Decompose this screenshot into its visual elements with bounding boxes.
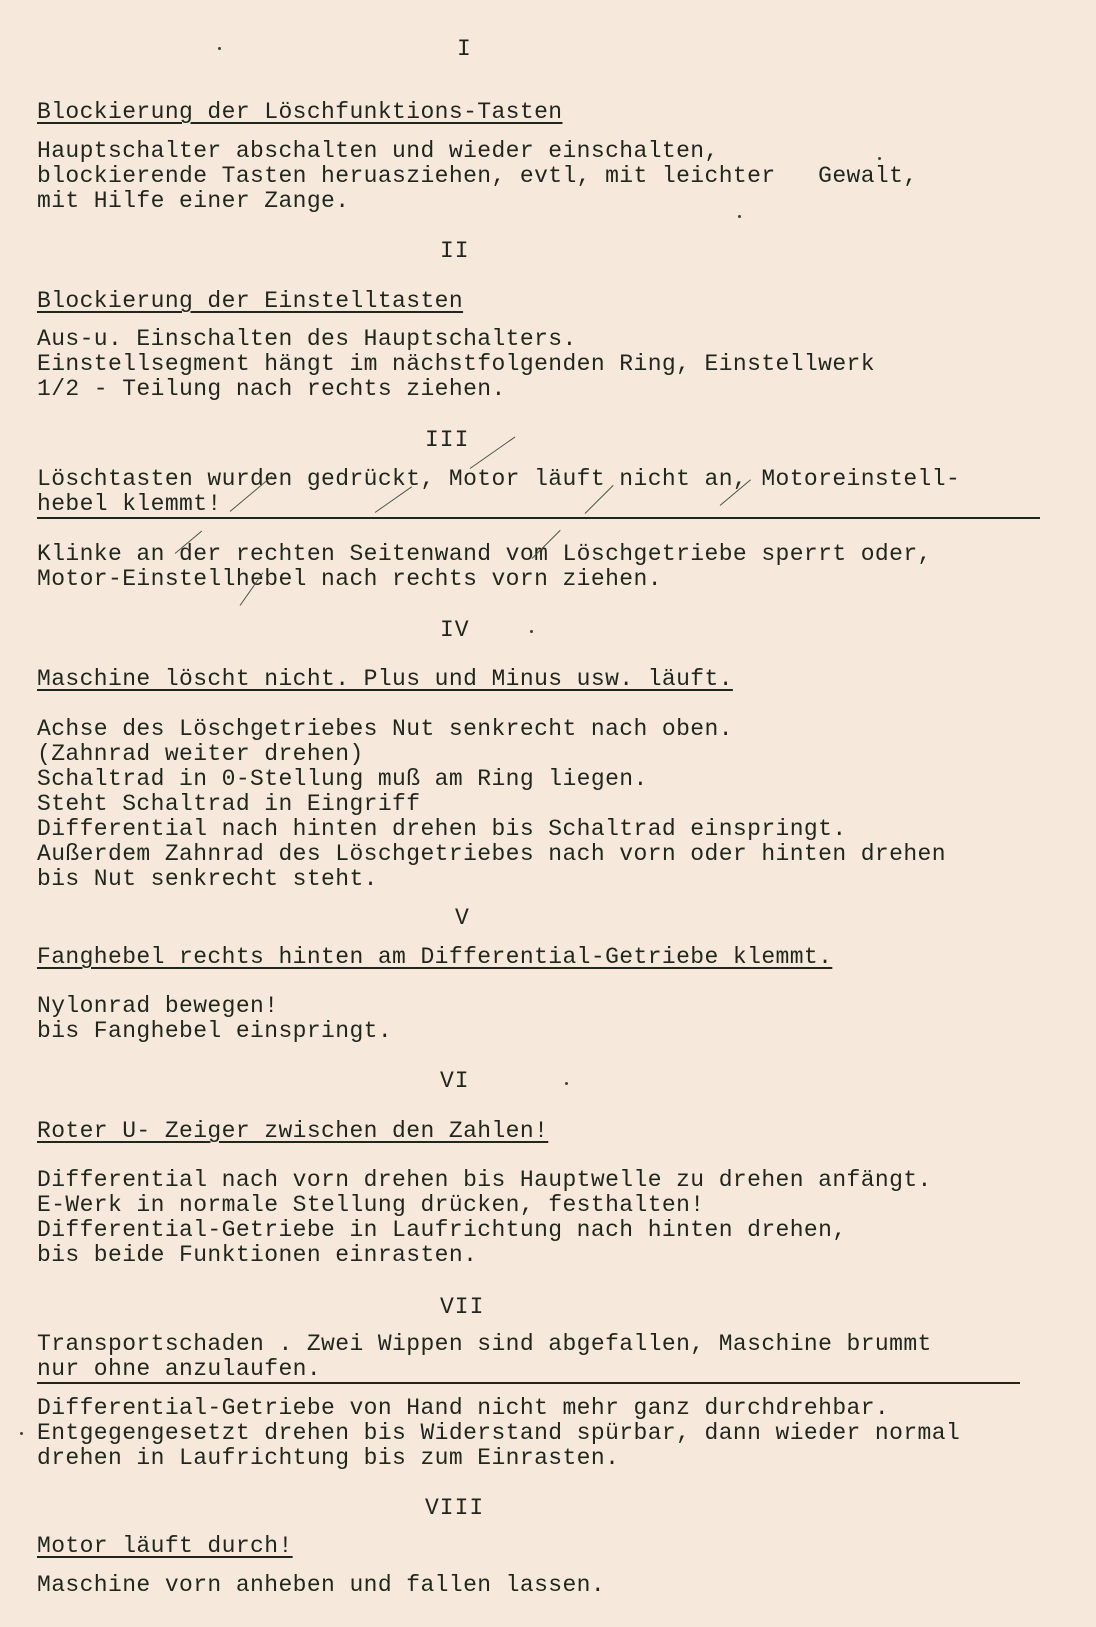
- heading-rule: [37, 517, 1040, 519]
- body-line: bis beide Funktionen einrasten.: [37, 1242, 478, 1268]
- section-heading: Blockierung der Einstelltasten: [37, 288, 464, 314]
- paper-speck: [530, 630, 533, 633]
- section-heading: Motor läuft durch!: [37, 1533, 293, 1559]
- section-numeral: VI: [440, 1068, 470, 1094]
- section-numeral: VIII: [425, 1495, 485, 1521]
- body-line: (Zahnrad weiter drehen): [37, 741, 364, 767]
- section-heading: hebel klemmt!: [37, 491, 222, 517]
- section-numeral: I: [457, 36, 472, 62]
- section-heading: Roter U- Zeiger zwischen den Zahlen!: [37, 1118, 549, 1144]
- body-line: Differential nach hinten drehen bis Schaltrad einspringt.: [37, 816, 847, 842]
- body-line: Einstellsegment hängt im nächstfolgenden Ring, Einstellwerk: [37, 351, 875, 377]
- paper-speck: [565, 1082, 568, 1085]
- paper-speck: [218, 47, 221, 50]
- body-line: E-Werk in normale Stellung drücken, festhalten!: [37, 1192, 705, 1218]
- section-heading: Blockierung der Löschfunktions-Tasten: [37, 99, 563, 125]
- body-line: Achse des Löschgetriebes Nut senkrecht nach oben.: [37, 716, 733, 742]
- body-line: Entgegengesetzt drehen bis Widerstand spürbar, dann wieder normal: [37, 1420, 961, 1446]
- body-line: Außerdem Zahnrad des Löschgetriebes nach vorn oder hinten drehen: [37, 841, 946, 867]
- body-line: blockierende Tasten heruasziehen, evtl, mit leichter Gewalt,: [37, 163, 918, 189]
- paper-speck: [738, 215, 741, 218]
- body-line: drehen in Laufrichtung bis zum Einrasten.: [37, 1445, 620, 1471]
- body-line: Maschine vorn anheben und fallen lassen.: [37, 1572, 606, 1598]
- paper-speck: [878, 157, 881, 160]
- paper-speck: [20, 1432, 23, 1435]
- body-line: bis Nut senkrecht steht.: [37, 866, 378, 892]
- section-heading: Maschine löscht nicht. Plus und Minus usw. läuft.: [37, 666, 733, 692]
- body-line: Steht Schaltrad in Eingriff: [37, 791, 421, 817]
- body-line: Klinke an der rechten Seitenwand vom Löschgetriebe sperrt oder,: [37, 541, 932, 567]
- section-heading: nur ohne anzulaufen.: [37, 1356, 322, 1382]
- body-line: Nylonrad bewegen!: [37, 993, 279, 1019]
- section-numeral: III: [425, 427, 470, 453]
- section-numeral: VII: [440, 1294, 485, 1320]
- body-line: 1/2 - Teilung nach rechts ziehen.: [37, 376, 506, 402]
- body-line: bis Fanghebel einspringt.: [37, 1018, 393, 1044]
- body-line: Differential nach vorn drehen bis Hauptwelle zu drehen anfängt.: [37, 1167, 932, 1193]
- section-numeral: IV: [440, 617, 470, 643]
- body-line: Differential-Getriebe von Hand nicht mehr ganz durchdrehbar.: [37, 1395, 890, 1421]
- section-heading: Fanghebel rechts hinten am Differential-Getriebe klemmt.: [37, 944, 833, 970]
- body-line: Hauptschalter abschalten und wieder einschalten,: [37, 138, 719, 164]
- heading-rule: [37, 1382, 1020, 1384]
- section-heading: Löschtasten wurden gedrückt, Motor läuft nicht an, Motoreinstell-: [37, 466, 961, 492]
- body-line: Aus-u. Einschalten des Hauptschalters.: [37, 326, 577, 352]
- body-line: Schaltrad in 0-Stellung muß am Ring liegen.: [37, 766, 648, 792]
- pencil-stroke: [470, 437, 516, 469]
- section-numeral: II: [440, 238, 470, 264]
- body-line: Differential-Getriebe in Laufrichtung nach hinten drehen,: [37, 1217, 847, 1243]
- section-numeral: V: [455, 905, 470, 931]
- body-line: Motor-Einstellhebel nach rechts vorn ziehen.: [37, 566, 662, 592]
- body-line: mit Hilfe einer Zange.: [37, 188, 350, 214]
- section-heading: Transportschaden . Zwei Wippen sind abgefallen, Maschine brummt: [37, 1331, 932, 1357]
